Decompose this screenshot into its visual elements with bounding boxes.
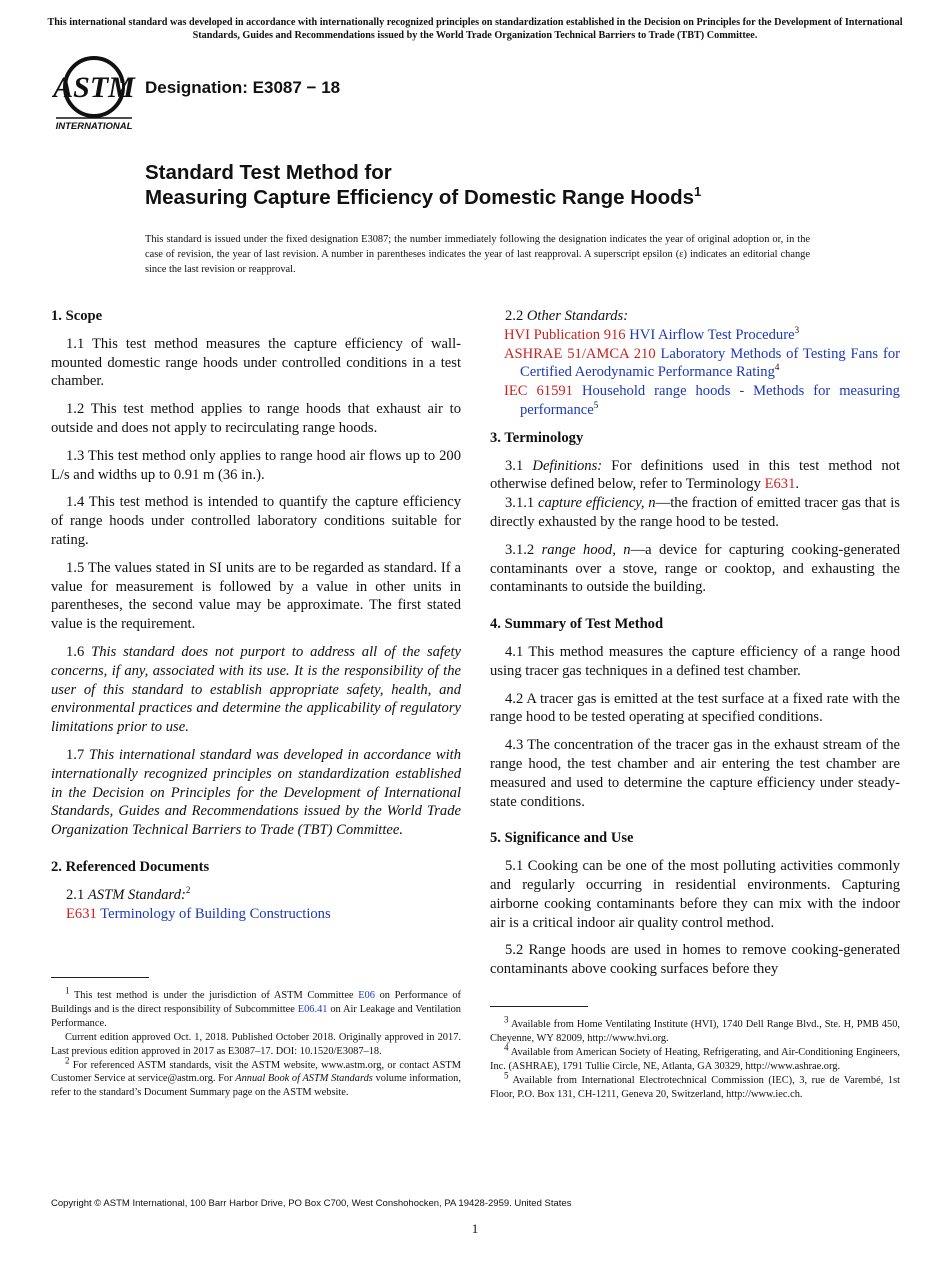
footnote-4: $^4$ Available from American Society of Heating, Refrigerating, and Air-Conditioning Engineers, Inc. (ASHRAE), 1791 Tullie Circle, NE, Atlanta, GA 30329, http://www.ashrae.org. bbox=[490, 1042, 900, 1072]
summary-4-3: 4.3 The concentration of the tracer gas in the exhaust stream of the range hood, the test chamber and air entering the test chamber are measured and used to determine the capture efficiency under steady-state conditions. bbox=[490, 737, 900, 810]
ref-ashrae[interactable]: ASHRAE 51/AMCA 210 Laboratory Methods of Testing Fans for Certified Aerodynamic Performance Rating$^4$ bbox=[504, 345, 900, 381]
ref-2-2: 2.2 Other Standards: bbox=[505, 308, 629, 324]
page-title bbox=[145, 160, 701, 210]
left-column bbox=[51, 307, 461, 923]
term-3-1: 3.1 Definitions: For definitions used in this test method not otherwise defined below, refer to Terminology E631. bbox=[490, 457, 900, 493]
term-3-1-2: 3.1.2 range hood, n—a device for capturing cooking-generated contaminants over a stove, range or cooktop, and exhausting the contaminants to outside the building. bbox=[490, 541, 900, 596]
scope-1-2: 1.2 This test method applies to range hoods that exhaust air to outside and does not apply to recirculating range hoods. bbox=[51, 401, 461, 436]
significance-5-2: 5.2 Range hoods are used in homes to remove cooking-generated contaminants above cooking surfaces before they bbox=[490, 942, 900, 978]
significance-5-1: 5.1 Cooking can be one of the most polluting activities commonly and regularly occurring in residential environments. Capturing airborne cooking contaminants before they can mix with the indoor air is a critical indoor air quality control method. bbox=[490, 858, 900, 931]
ref-hvi[interactable]: HVI Publication 916 HVI Airflow Test Procedure$^3$ bbox=[504, 324, 800, 343]
scope-1-4: 1.4 This test method is intended to quantify the capture efficiency of range hoods under controlled laboratory conditions suitable for rating. bbox=[51, 494, 461, 548]
footnote-rule-left bbox=[51, 977, 149, 978]
terminology-heading: 3. Terminology bbox=[490, 429, 584, 446]
ref-e631-code[interactable]: E631 bbox=[66, 905, 97, 922]
ref-hvi-title[interactable]: HVI Airflow Test Procedure bbox=[629, 326, 795, 343]
astm-logo bbox=[52, 55, 136, 133]
logo-mark: ASTM bbox=[53, 71, 135, 104]
ref-ashrae-title[interactable]: Laboratory Methods of Testing Fans for Certified Aerodynamic Performance Rating bbox=[520, 345, 900, 381]
footnote-5: $^5$ Available from International Electrotechnical Commission (IEC), 3, rue de Varembé, 1st Floor, P.O. Box 131, CH-1211, Geneva 20, Switzerland, http://www.iec.ch. bbox=[490, 1070, 900, 1100]
term-3-1-1: 3.1.1 capture efficiency, n—the fraction of emitted tracer gas that is directly exhausted by the range hood to be tested. bbox=[490, 495, 900, 530]
logo-text: INTERNATIONAL bbox=[55, 121, 133, 132]
footnote-rule-right bbox=[490, 1006, 588, 1007]
ref-iec-title[interactable]: Household range hoods - Methods for measuring performance bbox=[520, 383, 900, 418]
ref-hvi-code[interactable]: HVI Publication 916 bbox=[504, 326, 626, 343]
scope-1-1: 1.1 This test method measures the capture efficiency of wall-mounted domestic range hoods under controlled conditions in a test chamber. bbox=[51, 335, 461, 390]
scope-1-6: 1.6 This standard does not purport to address all of the safety concerns, if any, associated with its use. It is the responsibility of the user of this standard to establish appropriate safety, health, and environmental practices and determine the applicability of regulatory limitations prior to use. bbox=[51, 643, 461, 736]
footnote-1: $^1$ This test method is under the jurisdiction of ASTM Committee E06 on Performance of Buildings and is the direct responsibility of Subcommittee E06.41 on Air Leakage and Ventilation Performance. bbox=[51, 985, 461, 1029]
footnotes-left bbox=[51, 985, 461, 1100]
significance-heading: 5. Significance and Use bbox=[490, 830, 634, 847]
footnote-3: $^3$ Available from Home Ventilating Institute (HVI), 1740 Dell Range Blvd., Ste. H, PMB 450, Cheyenne, WY 82009, http://www.hvi.org. bbox=[490, 1014, 900, 1044]
scope-1-5: 1.5 The values stated in SI units are to be regarded as standard. If a value for measurement is followed by a value in other units in parentheses, the second value may be approximate. The first stated value is the requirement. bbox=[51, 559, 461, 633]
footnote-1-edition: Current edition approved Oct. 1, 2018. Published October 2018. Originally approved in 2017. Last previous edition approved in 2017 as E3087–17. DOI: 10.1520/E3087–18. bbox=[51, 1031, 461, 1057]
footnote-2: $^2$ For referenced ASTM standards, visit the ASTM website, www.astm.org, or contact ASTM Customer Service at service@astm.org. For Annual Book of ASTM Standards volume information, refer to the standard’s Document Summary page on the ASTM website. bbox=[51, 1055, 461, 1099]
title-line-2: Measuring Capture Efficiency of Domestic Range Hoods$^1$ bbox=[145, 184, 702, 209]
right-column bbox=[490, 307, 900, 979]
ref-e631-title[interactable]: Terminology of Building Constructions bbox=[100, 905, 331, 922]
link-e631[interactable]: E631 bbox=[764, 476, 796, 493]
summary-4-2: 4.2 A tracer gas is emitted at the test surface at a fixed rate with the range hood to be tested operating at specified conditions. bbox=[490, 690, 900, 726]
ref-iec-code[interactable]: IEC 61591 bbox=[504, 383, 573, 400]
scope-1-3: 1.3 This test method only applies to range hood air flows up to 200 L/s and widths up to 0.91 m (36 in.). bbox=[51, 447, 461, 483]
title-footnote-marker: 1 bbox=[694, 184, 702, 200]
scope-heading: 1. Scope bbox=[51, 308, 103, 324]
copyright-footer: Copyright © ASTM International, 100 Barr Harbor Drive, PO Box C700, West Conshohocken, PA 19428-2959. United States bbox=[51, 1198, 572, 1209]
ref-ashrae-code[interactable]: ASHRAE 51/AMCA 210 bbox=[504, 345, 656, 362]
designation: Designation: E3087 − 18 bbox=[145, 78, 341, 97]
ref-iec[interactable]: IEC 61591 Household range hoods - Methods for measuring performance$^5$ bbox=[504, 383, 900, 418]
referenced-heading: 2. Referenced Documents bbox=[51, 858, 210, 875]
link-e06-41[interactable]: E06.41 bbox=[297, 1003, 328, 1015]
link-e06[interactable]: E06 bbox=[358, 990, 375, 1001]
footnotes-right bbox=[490, 1014, 900, 1101]
standard-intro: This standard is issued under the fixed designation E3087; the number immediately following the designation indicates the year of original adoption or, in the case of revision, the year of last revision. A number in parentheses indicates the year of last reapproval. A superscript epsilon (ε) indicates an editorial change since the last revision or reapproval. bbox=[145, 234, 810, 275]
ref-e631[interactable] bbox=[51, 905, 461, 924]
title-line-1: Standard Test Method for bbox=[145, 161, 392, 184]
ref-2-1: 2.1 ASTM Standard:$^2$ bbox=[66, 884, 191, 903]
summary-4-1: 4.1 This method measures the capture efficiency of a range hood using tracer gas techniques in a defined test chamber. bbox=[490, 643, 900, 679]
summary-heading: 4. Summary of Test Method bbox=[490, 616, 664, 633]
page-number: 1 bbox=[471, 1221, 479, 1236]
scope-1-7: 1.7 This international standard was developed in accordance with internationally recognized principles on standardization established in the Decision on Principles for the Development of International Standards, Guides and Recommendations issued by the World Trade Organization Technical Barriers to Trade (TBT) Committee. bbox=[51, 746, 462, 839]
header-notice: This international standard was developed in accordance with internationally recognized principles on standardization established in the Decision on Principles for the Development of International Standards, Guides and Recommendations issued by the World Trade Organization Technical Barriers to Trade (TBT) Committee. bbox=[47, 17, 903, 41]
